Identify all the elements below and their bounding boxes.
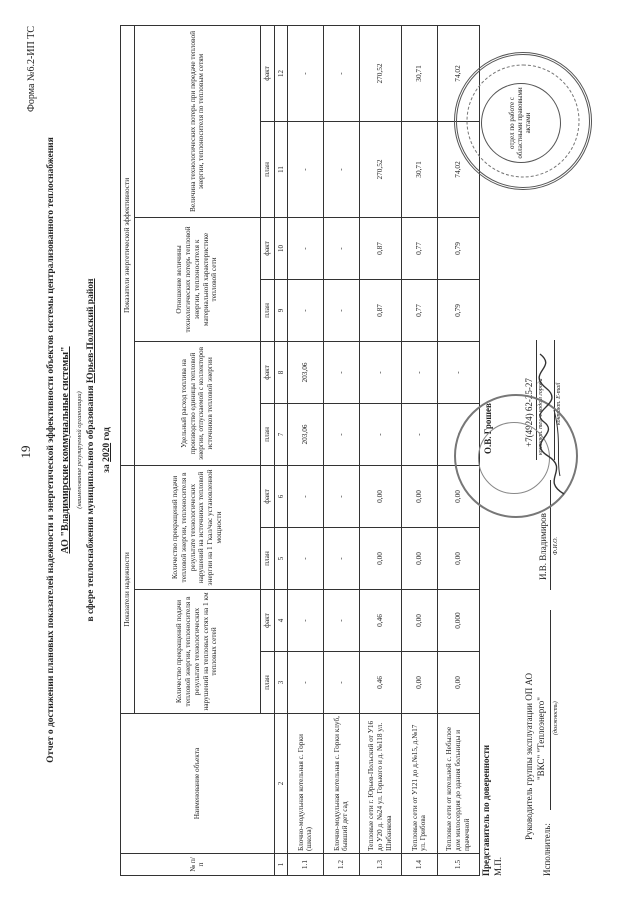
executor-name: И.В. Владимиров — [538, 513, 548, 580]
header-plan: план — [260, 403, 274, 465]
header-num: № п/п — [121, 854, 275, 876]
header-plan: план — [260, 652, 274, 714]
header-source-interruptions: Количество прекращений подачи тепловой энергии, теплоносителя в результате технологических нарушений на источниках тепловой энергии на 1 Гкал/час установленной мощности — [134, 465, 260, 589]
header-fact: факт — [260, 590, 274, 652]
cell: - — [287, 528, 323, 590]
header-loss-ratio: Отношение величины технологических потерь тепловой энергии, теплоносителя к материальной характеристике тепловой сети — [134, 217, 260, 341]
cell: 0,77 — [401, 279, 437, 341]
cell: 30,71 — [401, 121, 437, 217]
cell: - — [323, 25, 359, 121]
table-row — [401, 25, 437, 875]
cell: - — [401, 341, 437, 403]
row-object-name: Блочно-модульная котельная с. Горки клуб, бывший дет сад — [323, 714, 359, 854]
cell: - — [323, 652, 359, 714]
header-plan: план — [260, 121, 274, 217]
cell: 0,87 — [359, 279, 401, 341]
cell: 270,52 — [359, 121, 401, 217]
cell: - — [287, 279, 323, 341]
column-number: 10 — [274, 217, 287, 279]
header-plan: план — [260, 528, 274, 590]
column-number: 7 — [274, 403, 287, 465]
cell: 0,77 — [401, 217, 437, 279]
cell: 74,02 — [437, 121, 479, 217]
cell: - — [287, 217, 323, 279]
header-object-name: Наименование объекта — [121, 714, 275, 854]
cell: 203,06 — [287, 403, 323, 465]
head-title: Руководитель группы эксплуатации ОП АО — [524, 672, 534, 840]
column-number: 12 — [274, 25, 287, 121]
cell: 0,00 — [401, 465, 437, 527]
cell: 0,46 — [359, 652, 401, 714]
cell: - — [437, 403, 479, 465]
cell: - — [287, 590, 323, 652]
column-numbers-row — [274, 25, 287, 875]
indicators-table — [120, 25, 480, 876]
header-network-interruptions: Количество прекращений подачи тепловой энергии, теплоносителя в результате технологических нарушений на тепловых сетях на 1 км тепловых сетей — [134, 590, 260, 714]
column-number: 8 — [274, 341, 287, 403]
area-value: Юрьев-Польский район — [86, 278, 96, 384]
rotated-document — [24, 20, 616, 880]
header-fact: факт — [260, 25, 274, 121]
cell: 0,79 — [437, 279, 479, 341]
signer-name: О.В. Грошев — [483, 403, 493, 454]
position-line — [550, 610, 551, 810]
table-row — [287, 25, 323, 875]
cell: 0,000 — [437, 590, 479, 652]
header-fact: факт — [260, 465, 274, 527]
row-num: 1.1 — [287, 854, 323, 876]
year-suffix: год — [102, 427, 112, 441]
representative-label: Представитель по доверенности — [481, 744, 491, 876]
cell: 0,00 — [437, 465, 479, 527]
mp-label: М.П. — [493, 856, 503, 876]
year-line — [102, 20, 112, 880]
column-number: 11 — [274, 121, 287, 217]
header-fact: факт — [260, 341, 274, 403]
fio-caption: Ф.И.О. — [553, 537, 559, 555]
row-num: 1.2 — [323, 854, 359, 876]
table-row — [359, 25, 401, 875]
cell: 270,52 — [359, 25, 401, 121]
column-number: 4 — [274, 590, 287, 652]
page-number: 19 — [18, 445, 33, 459]
row-object-name: Тепловые сети от котельной с. Небылое дом милосердия до здания больницы и прачечной — [437, 714, 479, 854]
column-number: 2 — [274, 714, 287, 854]
phone-caption: контакт. тел. с кодом города — [538, 378, 544, 455]
row-num: 1.5 — [437, 854, 479, 876]
cell: 30,71 — [401, 25, 437, 121]
cell: 0,00 — [401, 652, 437, 714]
group-efficiency: Показатели энергетической эффективности — [121, 25, 135, 465]
cell: 0,00 — [359, 465, 401, 527]
cell: - — [359, 341, 401, 403]
column-number: 5 — [274, 528, 287, 590]
year-prefix: за — [102, 464, 112, 473]
phone-value: +7(4924) 62-25-27 — [524, 378, 534, 447]
organization-caption: (наименование регулируемой организации) — [76, 391, 83, 509]
cell: 0,87 — [359, 217, 401, 279]
cell: - — [437, 341, 479, 403]
row-num: 1.3 — [359, 854, 401, 876]
area-line — [86, 20, 96, 880]
cell: - — [323, 341, 359, 403]
cell: - — [323, 465, 359, 527]
cell: - — [359, 403, 401, 465]
row-object-name: Тепловые сети от У121 до д.№15, д.№17 ул. Грибова — [401, 714, 437, 854]
cell: - — [401, 403, 437, 465]
organization-name: АО "Владимирские коммунальные системы" — [60, 346, 71, 554]
header-fuel-consumption: Удельный расход топлива на производство единицы тепловой энергии, отпускаемой с коллекторов источников тепловой энергии — [134, 341, 260, 465]
form-number: Форма №6.2-ИП ТС — [26, 26, 37, 113]
header-heat-losses: Величина технологических потерь при передаче тепловой энергии, теплоносителя по тепловым сетям — [134, 25, 260, 217]
cell: - — [287, 465, 323, 527]
cell: 0,46 — [359, 590, 401, 652]
column-number: 1 — [274, 854, 287, 876]
cell: - — [287, 121, 323, 217]
cell: - — [323, 528, 359, 590]
cell: - — [287, 25, 323, 121]
column-number: 3 — [274, 652, 287, 714]
year-value: 2020 — [102, 442, 112, 462]
cell: 0,00 — [401, 528, 437, 590]
row-object-name: Тепловые сети г. Юрьев-Польский от У16 до У20 д. №24 ул. Горького и д. №118 ул. Шибанкова — [359, 714, 401, 854]
cell: - — [323, 403, 359, 465]
area-prefix: в сфере теплоснабжения муниципального образования — [86, 385, 96, 622]
org-short: "ВКС" "Теплоэнерго" — [536, 697, 546, 780]
column-number: 9 — [274, 279, 287, 341]
cell: - — [323, 121, 359, 217]
cell: 74,02 — [437, 25, 479, 121]
header-plan: план — [260, 279, 274, 341]
cell: 0,79 — [437, 217, 479, 279]
cell: - — [323, 279, 359, 341]
header-fact: факт — [260, 217, 274, 279]
cell: 0,00 — [401, 590, 437, 652]
cell: - — [287, 652, 323, 714]
cell: - — [323, 590, 359, 652]
column-number: 6 — [274, 465, 287, 527]
position-caption: (должность) — [553, 701, 559, 735]
row-num: 1.4 — [401, 854, 437, 876]
cell: 0,00 — [437, 652, 479, 714]
cell: - — [323, 217, 359, 279]
table-row — [323, 25, 359, 875]
group-reliability: Показатели надежности — [121, 465, 135, 713]
handwritten-signature — [530, 350, 576, 500]
row-object-name: Блочно-модульная котельная с. Горки (школа) — [287, 714, 323, 854]
report-title: Отчет о достижении плановых показателей надежности и энергетической эффективности объектов системы централизованного теплоснабжения — [46, 137, 56, 763]
stamp-center-text: отдел по работе с областными правовыми актами — [481, 83, 561, 163]
executor-label: Исполнитель: — [542, 823, 552, 876]
cell: 203,06 — [287, 341, 323, 403]
administration-stamp — [454, 52, 592, 190]
email-caption: контакт. E-mail — [556, 382, 562, 425]
cell: 0,00 — [437, 528, 479, 590]
cell: 0,00 — [359, 528, 401, 590]
